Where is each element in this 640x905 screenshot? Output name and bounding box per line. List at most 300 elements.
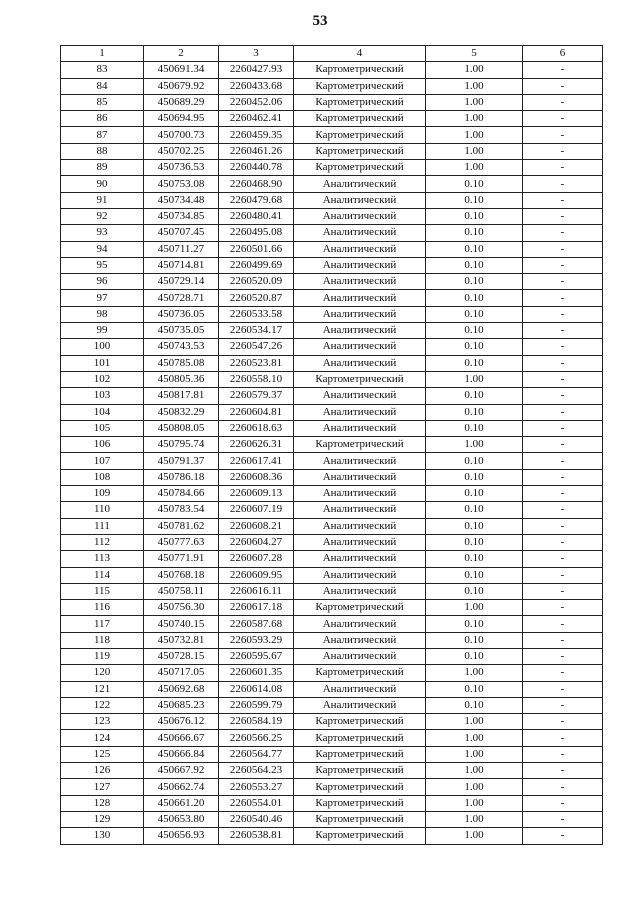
note-cell: - (523, 111, 603, 127)
point-number-cell: 119 (61, 648, 144, 664)
x-coordinate-cell: 450732.81 (144, 632, 219, 648)
table-row (61, 681, 603, 697)
point-number-cell: 110 (61, 502, 144, 518)
table-row (61, 616, 603, 632)
method-cell: Аналитический (294, 306, 426, 322)
accuracy-cell: 0.10 (426, 697, 523, 713)
y-coordinate-cell: 2260604.81 (219, 404, 294, 420)
note-cell: - (523, 355, 603, 371)
method-cell: Аналитический (294, 502, 426, 518)
table-row (61, 306, 603, 322)
y-coordinate-cell: 2260601.35 (219, 665, 294, 681)
table-row (61, 420, 603, 436)
table-row (61, 78, 603, 94)
method-cell: Аналитический (294, 681, 426, 697)
table-row (61, 290, 603, 306)
note-cell: - (523, 160, 603, 176)
table-row (61, 583, 603, 599)
method-cell: Картометрический (294, 111, 426, 127)
table-row (61, 404, 603, 420)
note-cell: - (523, 730, 603, 746)
point-number-cell: 90 (61, 176, 144, 192)
x-coordinate-cell: 450711.27 (144, 241, 219, 257)
note-cell: - (523, 551, 603, 567)
accuracy-cell: 0.10 (426, 404, 523, 420)
table-row (61, 746, 603, 762)
accuracy-cell: 0.10 (426, 355, 523, 371)
method-cell: Аналитический (294, 583, 426, 599)
accuracy-cell: 0.10 (426, 648, 523, 664)
point-number-cell: 117 (61, 616, 144, 632)
point-number-cell: 102 (61, 371, 144, 387)
method-cell: Аналитический (294, 176, 426, 192)
accuracy-cell: 0.10 (426, 208, 523, 224)
note-cell: - (523, 714, 603, 730)
method-cell: Картометрический (294, 665, 426, 681)
table-row (61, 388, 603, 404)
point-number-cell: 89 (61, 160, 144, 176)
accuracy-cell: 1.00 (426, 811, 523, 827)
note-cell: - (523, 241, 603, 257)
note-cell: - (523, 388, 603, 404)
table-row (61, 502, 603, 518)
y-coordinate-cell: 2260558.10 (219, 371, 294, 387)
table-row (61, 225, 603, 241)
method-cell: Аналитический (294, 388, 426, 404)
accuracy-cell: 0.10 (426, 323, 523, 339)
x-coordinate-cell: 450758.11 (144, 583, 219, 599)
y-coordinate-cell: 2260540.46 (219, 811, 294, 827)
table-row (61, 62, 603, 78)
point-number-cell: 115 (61, 583, 144, 599)
x-coordinate-cell: 450666.84 (144, 746, 219, 762)
y-coordinate-cell: 2260579.37 (219, 388, 294, 404)
point-number-cell: 97 (61, 290, 144, 306)
note-cell: - (523, 632, 603, 648)
method-cell: Картометрический (294, 437, 426, 453)
note-cell: - (523, 811, 603, 827)
point-number-cell: 127 (61, 779, 144, 795)
y-coordinate-cell: 2260534.17 (219, 323, 294, 339)
note-cell: - (523, 648, 603, 664)
note-cell: - (523, 518, 603, 534)
accuracy-cell: 0.10 (426, 616, 523, 632)
x-coordinate-cell: 450689.29 (144, 94, 219, 110)
y-coordinate-cell: 2260599.79 (219, 697, 294, 713)
method-cell: Аналитический (294, 323, 426, 339)
page-number: 53 (312, 13, 328, 29)
point-number-cell: 87 (61, 127, 144, 143)
accuracy-cell: 0.10 (426, 551, 523, 567)
point-number-cell: 94 (61, 241, 144, 257)
table-row (61, 697, 603, 713)
x-coordinate-cell: 450781.62 (144, 518, 219, 534)
point-number-cell: 88 (61, 143, 144, 159)
coordinates-table (60, 45, 603, 845)
table-row (61, 486, 603, 502)
x-coordinate-cell: 450702.25 (144, 143, 219, 159)
note-cell: - (523, 437, 603, 453)
y-coordinate-cell: 2260595.67 (219, 648, 294, 664)
method-cell: Аналитический (294, 616, 426, 632)
accuracy-cell: 0.10 (426, 518, 523, 534)
point-number-cell: 121 (61, 681, 144, 697)
y-coordinate-cell: 2260553.27 (219, 779, 294, 795)
note-cell: - (523, 469, 603, 485)
x-coordinate-cell: 450743.53 (144, 339, 219, 355)
method-cell: Картометрический (294, 714, 426, 730)
note-cell: - (523, 143, 603, 159)
method-cell: Аналитический (294, 453, 426, 469)
point-number-cell: 129 (61, 811, 144, 827)
y-coordinate-cell: 2260604.27 (219, 534, 294, 550)
y-coordinate-cell: 2260523.81 (219, 355, 294, 371)
point-number-cell: 95 (61, 257, 144, 273)
note-cell: - (523, 420, 603, 436)
y-coordinate-cell: 2260607.19 (219, 502, 294, 518)
y-coordinate-cell: 2260554.01 (219, 795, 294, 811)
table-row (61, 241, 603, 257)
accuracy-cell: 1.00 (426, 111, 523, 127)
x-coordinate-cell: 450679.92 (144, 78, 219, 94)
table-row (61, 730, 603, 746)
y-coordinate-cell: 2260564.77 (219, 746, 294, 762)
accuracy-cell: 0.10 (426, 681, 523, 697)
x-coordinate-cell: 450740.15 (144, 616, 219, 632)
y-coordinate-cell: 2260427.93 (219, 62, 294, 78)
note-cell: - (523, 62, 603, 78)
table-row (61, 160, 603, 176)
note-cell: - (523, 502, 603, 518)
table-row (61, 208, 603, 224)
y-coordinate-cell: 2260480.41 (219, 208, 294, 224)
point-number-cell: 91 (61, 192, 144, 208)
accuracy-cell: 1.00 (426, 127, 523, 143)
table-row (61, 339, 603, 355)
table-row (61, 371, 603, 387)
note-cell: - (523, 681, 603, 697)
x-coordinate-cell: 450661.20 (144, 795, 219, 811)
column-header: 1 (61, 46, 144, 62)
table-row (61, 469, 603, 485)
method-cell: Аналитический (294, 632, 426, 648)
accuracy-cell: 1.00 (426, 143, 523, 159)
method-cell: Картометрический (294, 160, 426, 176)
accuracy-cell: 0.10 (426, 486, 523, 502)
accuracy-cell: 0.10 (426, 420, 523, 436)
method-cell: Аналитический (294, 241, 426, 257)
accuracy-cell: 0.10 (426, 388, 523, 404)
y-coordinate-cell: 2260609.13 (219, 486, 294, 502)
y-coordinate-cell: 2260609.95 (219, 567, 294, 583)
note-cell: - (523, 225, 603, 241)
x-coordinate-cell: 450656.93 (144, 828, 219, 844)
x-coordinate-cell: 450653.80 (144, 811, 219, 827)
note-cell: - (523, 127, 603, 143)
y-coordinate-cell: 2260520.09 (219, 274, 294, 290)
table-row (61, 600, 603, 616)
y-coordinate-cell: 2260462.41 (219, 111, 294, 127)
accuracy-cell: 1.00 (426, 665, 523, 681)
x-coordinate-cell: 450795.74 (144, 437, 219, 453)
table-row (61, 355, 603, 371)
accuracy-cell: 1.00 (426, 828, 523, 844)
note-cell: - (523, 486, 603, 502)
y-coordinate-cell: 2260617.18 (219, 600, 294, 616)
point-number-cell: 107 (61, 453, 144, 469)
table-header-row (61, 46, 603, 62)
table-row (61, 632, 603, 648)
point-number-cell: 106 (61, 437, 144, 453)
y-coordinate-cell: 2260607.28 (219, 551, 294, 567)
y-coordinate-cell: 2260614.08 (219, 681, 294, 697)
x-coordinate-cell: 450786.18 (144, 469, 219, 485)
table-row (61, 795, 603, 811)
x-coordinate-cell: 450694.95 (144, 111, 219, 127)
point-number-cell: 113 (61, 551, 144, 567)
accuracy-cell: 0.10 (426, 241, 523, 257)
table-row (61, 779, 603, 795)
y-coordinate-cell: 2260501.66 (219, 241, 294, 257)
point-number-cell: 103 (61, 388, 144, 404)
accuracy-cell: 0.10 (426, 453, 523, 469)
point-number-cell: 83 (61, 62, 144, 78)
table-row (61, 763, 603, 779)
y-coordinate-cell: 2260538.81 (219, 828, 294, 844)
point-number-cell: 93 (61, 225, 144, 241)
table-row (61, 143, 603, 159)
point-number-cell: 104 (61, 404, 144, 420)
method-cell: Аналитический (294, 518, 426, 534)
method-cell: Картометрический (294, 94, 426, 110)
y-coordinate-cell: 2260593.29 (219, 632, 294, 648)
point-number-cell: 126 (61, 763, 144, 779)
method-cell: Картометрический (294, 371, 426, 387)
x-coordinate-cell: 450728.71 (144, 290, 219, 306)
accuracy-cell: 0.10 (426, 257, 523, 273)
table-body (61, 62, 603, 844)
method-cell: Аналитический (294, 192, 426, 208)
y-coordinate-cell: 2260608.21 (219, 518, 294, 534)
table-row (61, 534, 603, 550)
table-row (61, 828, 603, 844)
point-number-cell: 92 (61, 208, 144, 224)
method-cell: Аналитический (294, 339, 426, 355)
note-cell: - (523, 208, 603, 224)
x-coordinate-cell: 450717.05 (144, 665, 219, 681)
table-row (61, 437, 603, 453)
point-number-cell: 100 (61, 339, 144, 355)
y-coordinate-cell: 2260461.26 (219, 143, 294, 159)
x-coordinate-cell: 450734.48 (144, 192, 219, 208)
y-coordinate-cell: 2260440.78 (219, 160, 294, 176)
table-row (61, 811, 603, 827)
method-cell: Картометрический (294, 127, 426, 143)
table-row (61, 665, 603, 681)
accuracy-cell: 0.10 (426, 192, 523, 208)
table-row (61, 94, 603, 110)
accuracy-cell: 1.00 (426, 600, 523, 616)
accuracy-cell: 0.10 (426, 176, 523, 192)
x-coordinate-cell: 450785.08 (144, 355, 219, 371)
x-coordinate-cell: 450736.53 (144, 160, 219, 176)
point-number-cell: 118 (61, 632, 144, 648)
note-cell: - (523, 453, 603, 469)
x-coordinate-cell: 450667.92 (144, 763, 219, 779)
accuracy-cell: 1.00 (426, 795, 523, 811)
table-row (61, 518, 603, 534)
accuracy-cell: 0.10 (426, 306, 523, 322)
accuracy-cell: 1.00 (426, 160, 523, 176)
note-cell: - (523, 78, 603, 94)
note-cell: - (523, 795, 603, 811)
point-number-cell: 109 (61, 486, 144, 502)
x-coordinate-cell: 450728.15 (144, 648, 219, 664)
point-number-cell: 122 (61, 697, 144, 713)
x-coordinate-cell: 450777.63 (144, 534, 219, 550)
point-number-cell: 108 (61, 469, 144, 485)
table-row (61, 274, 603, 290)
x-coordinate-cell: 450700.73 (144, 127, 219, 143)
method-cell: Картометрический (294, 746, 426, 762)
method-cell: Картометрический (294, 730, 426, 746)
accuracy-cell: 1.00 (426, 730, 523, 746)
x-coordinate-cell: 450768.18 (144, 567, 219, 583)
accuracy-cell: 1.00 (426, 78, 523, 94)
accuracy-cell: 1.00 (426, 94, 523, 110)
accuracy-cell: 0.10 (426, 632, 523, 648)
y-coordinate-cell: 2260587.68 (219, 616, 294, 632)
y-coordinate-cell: 2260468.90 (219, 176, 294, 192)
accuracy-cell: 0.10 (426, 567, 523, 583)
y-coordinate-cell: 2260618.63 (219, 420, 294, 436)
method-cell: Аналитический (294, 225, 426, 241)
method-cell: Аналитический (294, 648, 426, 664)
x-coordinate-cell: 450692.68 (144, 681, 219, 697)
method-cell: Картометрический (294, 795, 426, 811)
note-cell: - (523, 697, 603, 713)
point-number-cell: 96 (61, 274, 144, 290)
method-cell: Картометрический (294, 828, 426, 844)
x-coordinate-cell: 450783.54 (144, 502, 219, 518)
point-number-cell: 101 (61, 355, 144, 371)
x-coordinate-cell: 450808.05 (144, 420, 219, 436)
point-number-cell: 98 (61, 306, 144, 322)
x-coordinate-cell: 450805.36 (144, 371, 219, 387)
method-cell: Картометрический (294, 62, 426, 78)
accuracy-cell: 1.00 (426, 714, 523, 730)
table-row (61, 648, 603, 664)
method-cell: Аналитический (294, 290, 426, 306)
method-cell: Аналитический (294, 208, 426, 224)
method-cell: Аналитический (294, 420, 426, 436)
point-number-cell: 125 (61, 746, 144, 762)
x-coordinate-cell: 450714.81 (144, 257, 219, 273)
method-cell: Картометрический (294, 811, 426, 827)
point-number-cell: 120 (61, 665, 144, 681)
note-cell: - (523, 192, 603, 208)
note-cell: - (523, 763, 603, 779)
x-coordinate-cell: 450784.66 (144, 486, 219, 502)
method-cell: Аналитический (294, 551, 426, 567)
method-cell: Аналитический (294, 274, 426, 290)
column-header: 4 (294, 46, 426, 62)
x-coordinate-cell: 450676.12 (144, 714, 219, 730)
method-cell: Картометрический (294, 78, 426, 94)
accuracy-cell: 0.10 (426, 339, 523, 355)
point-number-cell: 99 (61, 323, 144, 339)
x-coordinate-cell: 450707.45 (144, 225, 219, 241)
table-row (61, 453, 603, 469)
point-number-cell: 112 (61, 534, 144, 550)
table-row (61, 192, 603, 208)
column-header: 3 (219, 46, 294, 62)
y-coordinate-cell: 2260479.68 (219, 192, 294, 208)
note-cell: - (523, 290, 603, 306)
method-cell: Аналитический (294, 697, 426, 713)
y-coordinate-cell: 2260566.25 (219, 730, 294, 746)
accuracy-cell: 0.10 (426, 290, 523, 306)
y-coordinate-cell: 2260452.06 (219, 94, 294, 110)
column-header: 5 (426, 46, 523, 62)
point-number-cell: 105 (61, 420, 144, 436)
accuracy-cell: 0.10 (426, 225, 523, 241)
note-cell: - (523, 567, 603, 583)
note-cell: - (523, 371, 603, 387)
x-coordinate-cell: 450662.74 (144, 779, 219, 795)
x-coordinate-cell: 450666.67 (144, 730, 219, 746)
accuracy-cell: 0.10 (426, 534, 523, 550)
note-cell: - (523, 746, 603, 762)
x-coordinate-cell: 450817.81 (144, 388, 219, 404)
note-cell: - (523, 665, 603, 681)
table-row (61, 714, 603, 730)
y-coordinate-cell: 2260584.19 (219, 714, 294, 730)
point-number-cell: 84 (61, 78, 144, 94)
method-cell: Аналитический (294, 404, 426, 420)
y-coordinate-cell: 2260564.23 (219, 763, 294, 779)
x-coordinate-cell: 450832.29 (144, 404, 219, 420)
x-coordinate-cell: 450735.05 (144, 323, 219, 339)
table-row (61, 111, 603, 127)
y-coordinate-cell: 2260459.35 (219, 127, 294, 143)
point-number-cell: 85 (61, 94, 144, 110)
table-row (61, 257, 603, 273)
method-cell: Картометрический (294, 600, 426, 616)
method-cell: Аналитический (294, 257, 426, 273)
y-coordinate-cell: 2260433.68 (219, 78, 294, 94)
table-row (61, 567, 603, 583)
y-coordinate-cell: 2260617.41 (219, 453, 294, 469)
method-cell: Аналитический (294, 567, 426, 583)
table-row (61, 323, 603, 339)
note-cell: - (523, 600, 603, 616)
note-cell: - (523, 94, 603, 110)
column-header: 6 (523, 46, 603, 62)
table-row (61, 176, 603, 192)
accuracy-cell: 1.00 (426, 62, 523, 78)
x-coordinate-cell: 450771.91 (144, 551, 219, 567)
note-cell: - (523, 828, 603, 844)
column-header: 2 (144, 46, 219, 62)
note-cell: - (523, 306, 603, 322)
note-cell: - (523, 404, 603, 420)
x-coordinate-cell: 450691.34 (144, 62, 219, 78)
accuracy-cell: 1.00 (426, 763, 523, 779)
table-row (61, 551, 603, 567)
x-coordinate-cell: 450791.37 (144, 453, 219, 469)
note-cell: - (523, 616, 603, 632)
